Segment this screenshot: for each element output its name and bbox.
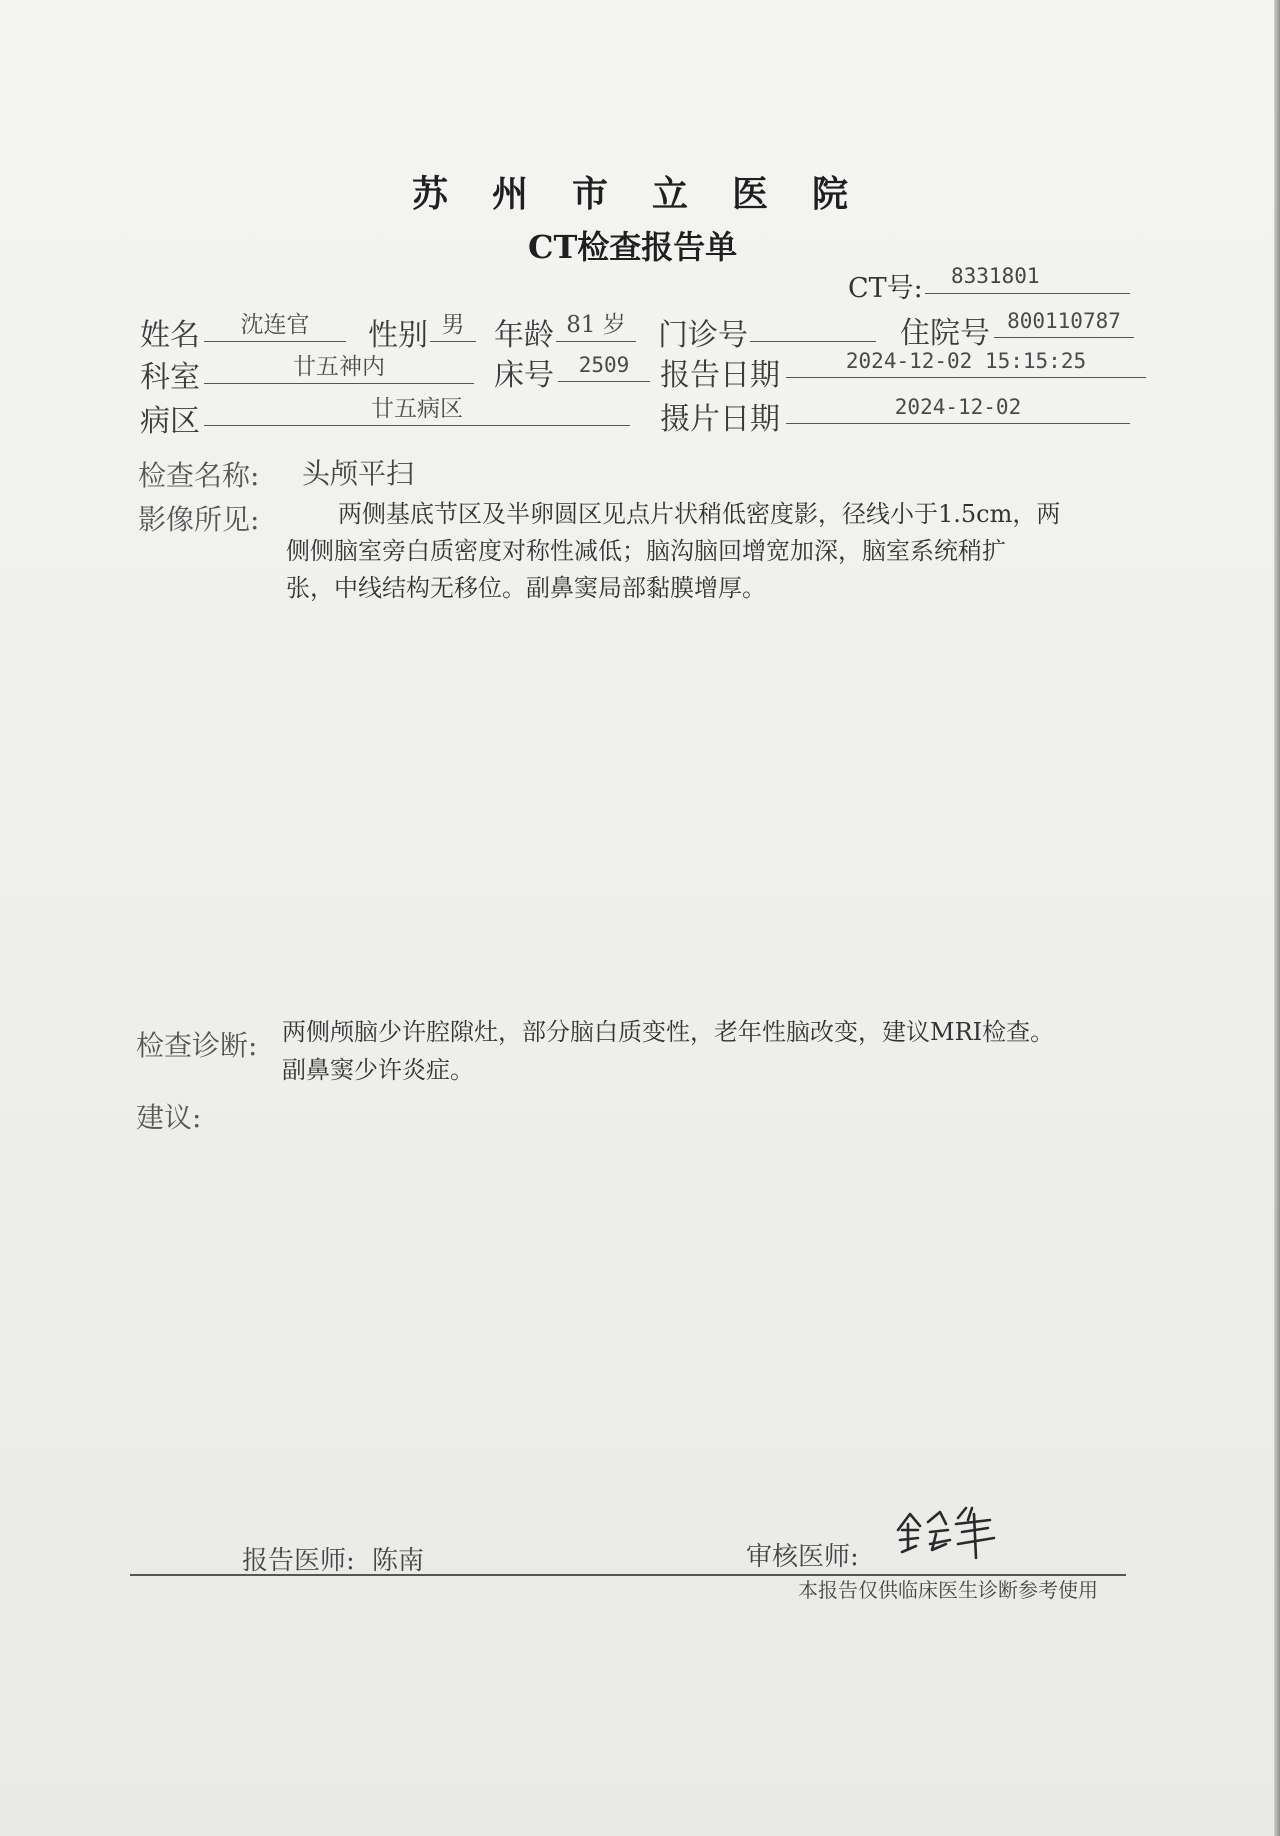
paper-edge xyxy=(1274,0,1280,1836)
report-date-label: 报告日期 xyxy=(660,358,780,393)
ct-number-label: CT号: xyxy=(848,273,923,304)
dept-label: 科室 xyxy=(140,360,200,395)
scan-date-field: 2024-12-02 xyxy=(786,392,1130,424)
diagnosis-line-1: 两侧颅脑少许腔隙灶，部分脑白质变性，老年性脑改变，建议MRI检查。 xyxy=(282,1018,1055,1046)
ward-label: 病区 xyxy=(140,404,200,439)
findings-line-3: 张，中线结构无移位。副鼻窦局部黏膜增厚。 xyxy=(286,574,766,602)
outpatient-field xyxy=(750,310,876,342)
exam-name-label: 检查名称: xyxy=(138,459,260,492)
dept-field: 廿五神内 xyxy=(204,352,474,384)
findings-label: 影像所见: xyxy=(138,503,260,536)
ct-number-value: 8331801 xyxy=(925,264,1130,294)
advice-label: 建议: xyxy=(136,1101,202,1134)
age-field: 81 岁 xyxy=(556,310,636,342)
exam-name-value: 头颅平扫 xyxy=(302,457,415,490)
reviewer-label: 审核医师: xyxy=(746,1542,859,1572)
outpatient-label: 门诊号 xyxy=(658,318,748,353)
report-title: CT检查报告单 xyxy=(528,228,738,266)
footer-note: 本报告仅供临床医生诊断参考使用 xyxy=(798,1578,1098,1602)
scan-date-label: 摄片日期 xyxy=(660,402,780,437)
bed-label: 床号 xyxy=(494,358,554,393)
inpatient-label: 住院号 xyxy=(900,316,990,351)
sex-field: 男 xyxy=(430,310,476,342)
bed-field: 2509 xyxy=(558,350,650,382)
hospital-name: 苏州市立医院 xyxy=(412,173,893,215)
diagnosis-label: 检查诊断: xyxy=(136,1029,258,1062)
reporter-label: 报告医师: xyxy=(242,1546,355,1576)
name-field: 沈连官 xyxy=(204,310,346,342)
sex-label: 性别 xyxy=(368,318,428,353)
name-label: 姓名 xyxy=(140,318,200,353)
diagnosis-line-2: 副鼻窦少许炎症。 xyxy=(282,1056,474,1084)
findings-line-1: 两侧基底节区及半卵圆区见点片状稍低密度影，径线小于1.5cm，两 xyxy=(338,500,1061,528)
inpatient-field: 800110787 xyxy=(994,306,1134,338)
reporter-name: 陈南 xyxy=(372,1546,425,1576)
age-label: 年龄 xyxy=(494,318,554,353)
ward-field: 廿五病区 xyxy=(204,394,630,426)
findings-line-2: 侧侧脑室旁白质密度对称性减低；脑沟脑回增宽加深，脑室系统稍扩 xyxy=(286,537,1006,565)
reviewer-signature xyxy=(892,1500,1002,1562)
report-date-field: 2024-12-02 15:15:25 xyxy=(786,346,1146,378)
